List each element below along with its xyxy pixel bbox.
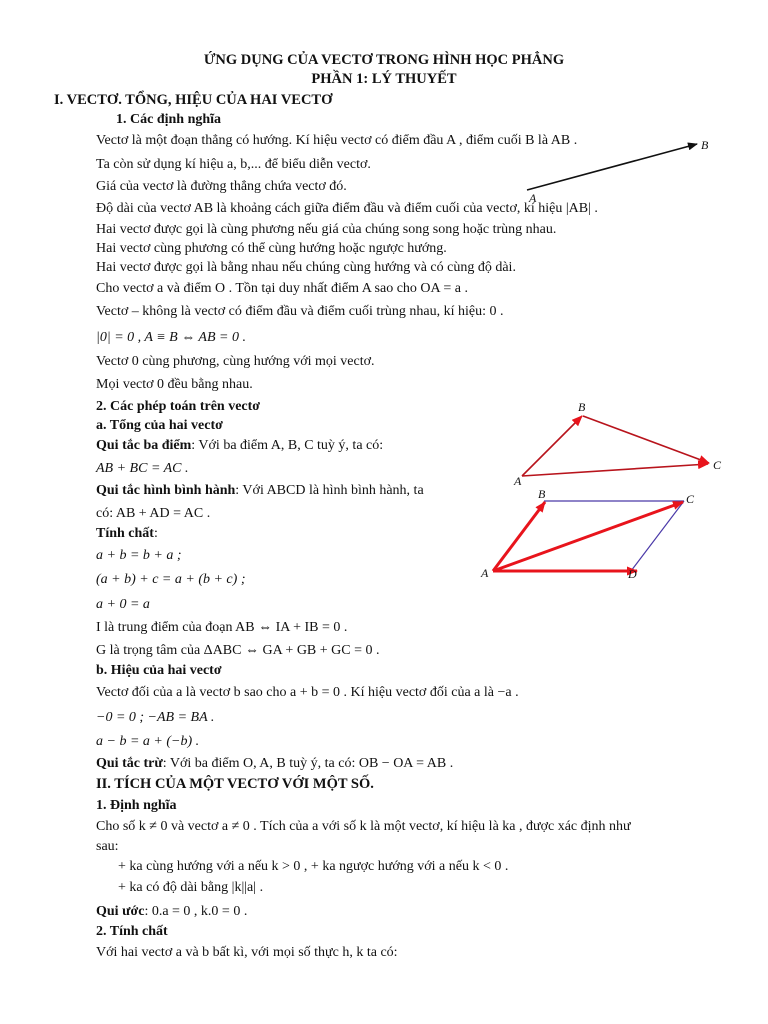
subsection-difference: b. Hiệu của hai vectơ (96, 663, 222, 678)
vector-ac-arrow (522, 464, 708, 476)
text-line: Giá của vectơ là đường thẳng chứa vectơ đó. (96, 179, 347, 194)
rule-label: Qui tắc ba điểm (96, 438, 192, 453)
text-line: Độ dài của vectơ AB là khoảng cách giữa điểm đầu và điểm cuối của vectơ, kí hiệu |AB| . (96, 201, 598, 216)
point-label-a: A (481, 566, 489, 580)
convention-text: : 0.a = 0 , k.0 = 0 . (144, 904, 248, 919)
point-label-c: C (713, 458, 722, 472)
text-line: Cho số k ≠ 0 và vectơ a ≠ 0 . Tích của a với số k là một vectơ, kí hiệu là ka , được xác định như (96, 819, 631, 834)
vector-bc-arrow (583, 416, 709, 463)
subsection-definition: 1. Định nghĩa (96, 798, 177, 813)
point-label-a: A (514, 474, 522, 488)
text-line: Với hai vectơ a và b bất kì, với mọi số thực h, k ta có: (96, 945, 398, 960)
text-line: Vectơ là một đoạn thẳng có hướng. Kí hiệu vectơ có điểm đầu A , điểm cuối B là AB . (96, 133, 578, 148)
text-line: Cho vectơ a và điểm O . Tồn tại duy nhất điểm A sao cho OA = a . (96, 281, 468, 296)
text-line: + ka cùng hướng với a nếu k > 0 , + ka ngược hướng với a nếu k < 0 . (118, 859, 509, 874)
section-2-heading: II. TÍCH CỦA MỘT VECTƠ VỚI MỘT SỐ. (96, 776, 374, 792)
text-line: Hai vectơ được gọi là bằng nhau nếu chúng cùng hướng và có cùng độ dài. (96, 260, 516, 275)
vector-ab-arrow (527, 144, 697, 190)
section-1-heading: I. VECTƠ. TỔNG, HIỆU CỦA HAI VECTƠ (54, 92, 333, 108)
subsection-properties: 2. Tính chất (96, 924, 168, 939)
point-label-c: C (686, 492, 695, 506)
formula-line: có: AB + AD = AC . (96, 506, 211, 521)
subsection-operations: 2. Các phép toán trên vectơ (96, 399, 261, 414)
rule-text: : Với ba điểm O, A, B tuỳ ý, ta có: OB − OA = AB . (162, 756, 454, 771)
rule-label: Qui tắc trừ (96, 756, 163, 771)
rule-label: Qui tắc hình bình hành (96, 483, 236, 498)
rule-text: : Với ABCD là hình bình hành, ta (235, 483, 424, 498)
text-line: Vectơ 0 cùng phương, cùng hướng với mọi vectơ. (96, 354, 375, 369)
figure-parallelogram-rule (480, 487, 695, 581)
point-label-b: B (578, 400, 586, 414)
text-line: Vectơ đối của a là vectơ b sao cho a + b = 0 . Kí hiệu vectơ đối của a là −a . (96, 685, 519, 700)
document-title: ỨNG DỤNG CỦA VECTƠ TRONG HÌNH HỌC PHẲNG (203, 52, 565, 68)
text-line: Ta còn sử dụng kí hiệu a, b,... để biểu diễn vectơ. (96, 157, 371, 172)
properties-colon: : (153, 526, 158, 541)
vector-ac-arrow (493, 502, 683, 571)
point-label-b: B (701, 138, 709, 152)
text-line: Vectơ – không là vectơ có điểm đầu và điểm cuối trùng nhau, kí hiệu: 0 . (96, 304, 504, 319)
properties-label: Tính chất (96, 526, 154, 541)
vector-ab-arrow (522, 416, 582, 476)
formula-line: |0| = 0 , A ≡ B ⇔ AB = 0 . (96, 330, 246, 345)
point-label-a: A (529, 191, 537, 205)
text-line: G là trọng tâm của ΔABC ⇔ GA + GB + GC = 0 . (96, 643, 380, 658)
figure-vector-ab (527, 138, 709, 205)
text-line: Mọi vectơ 0 đều bằng nhau. (96, 377, 253, 392)
text-line: sau: (96, 839, 119, 854)
text-line: Hai vectơ được gọi là cùng phương nếu giá của chúng song song hoặc trùng nhau. (96, 222, 557, 237)
text-line: I là trung điểm của đoạn AB ⇔ IA + IB = 0 . (96, 620, 348, 635)
subsection-definitions: 1. Các định nghĩa (116, 112, 222, 127)
formula-line: AB + BC = AC . (96, 461, 189, 476)
formula-line: (a + b) + c = a + (b + c) ; (96, 572, 246, 587)
formula-line: a − b = a + (−b) . (96, 734, 200, 749)
figure-triangle-rule (513, 400, 722, 488)
point-label-d: D (628, 567, 637, 581)
part-title: PHẦN 1: LÝ THUYẾT (311, 71, 457, 87)
point-label-b: B (538, 487, 546, 501)
formula-line: −0 = 0 ; −AB = BA . (96, 710, 215, 725)
rule-text: : Với ba điểm A, B, C tuỳ ý, ta có: (191, 438, 384, 453)
text-line: + ka có độ dài bằng |k||a| . (118, 880, 264, 895)
formula-line: a + b = b + a ; (96, 548, 182, 563)
subsection-sum: a. Tổng của hai vectơ (96, 418, 223, 433)
formula-line: a + 0 = a (96, 597, 150, 612)
text-line: Hai vectơ cùng phương có thể cùng hướng hoặc ngược hướng. (96, 241, 447, 256)
convention-label: Qui ước (96, 904, 145, 919)
